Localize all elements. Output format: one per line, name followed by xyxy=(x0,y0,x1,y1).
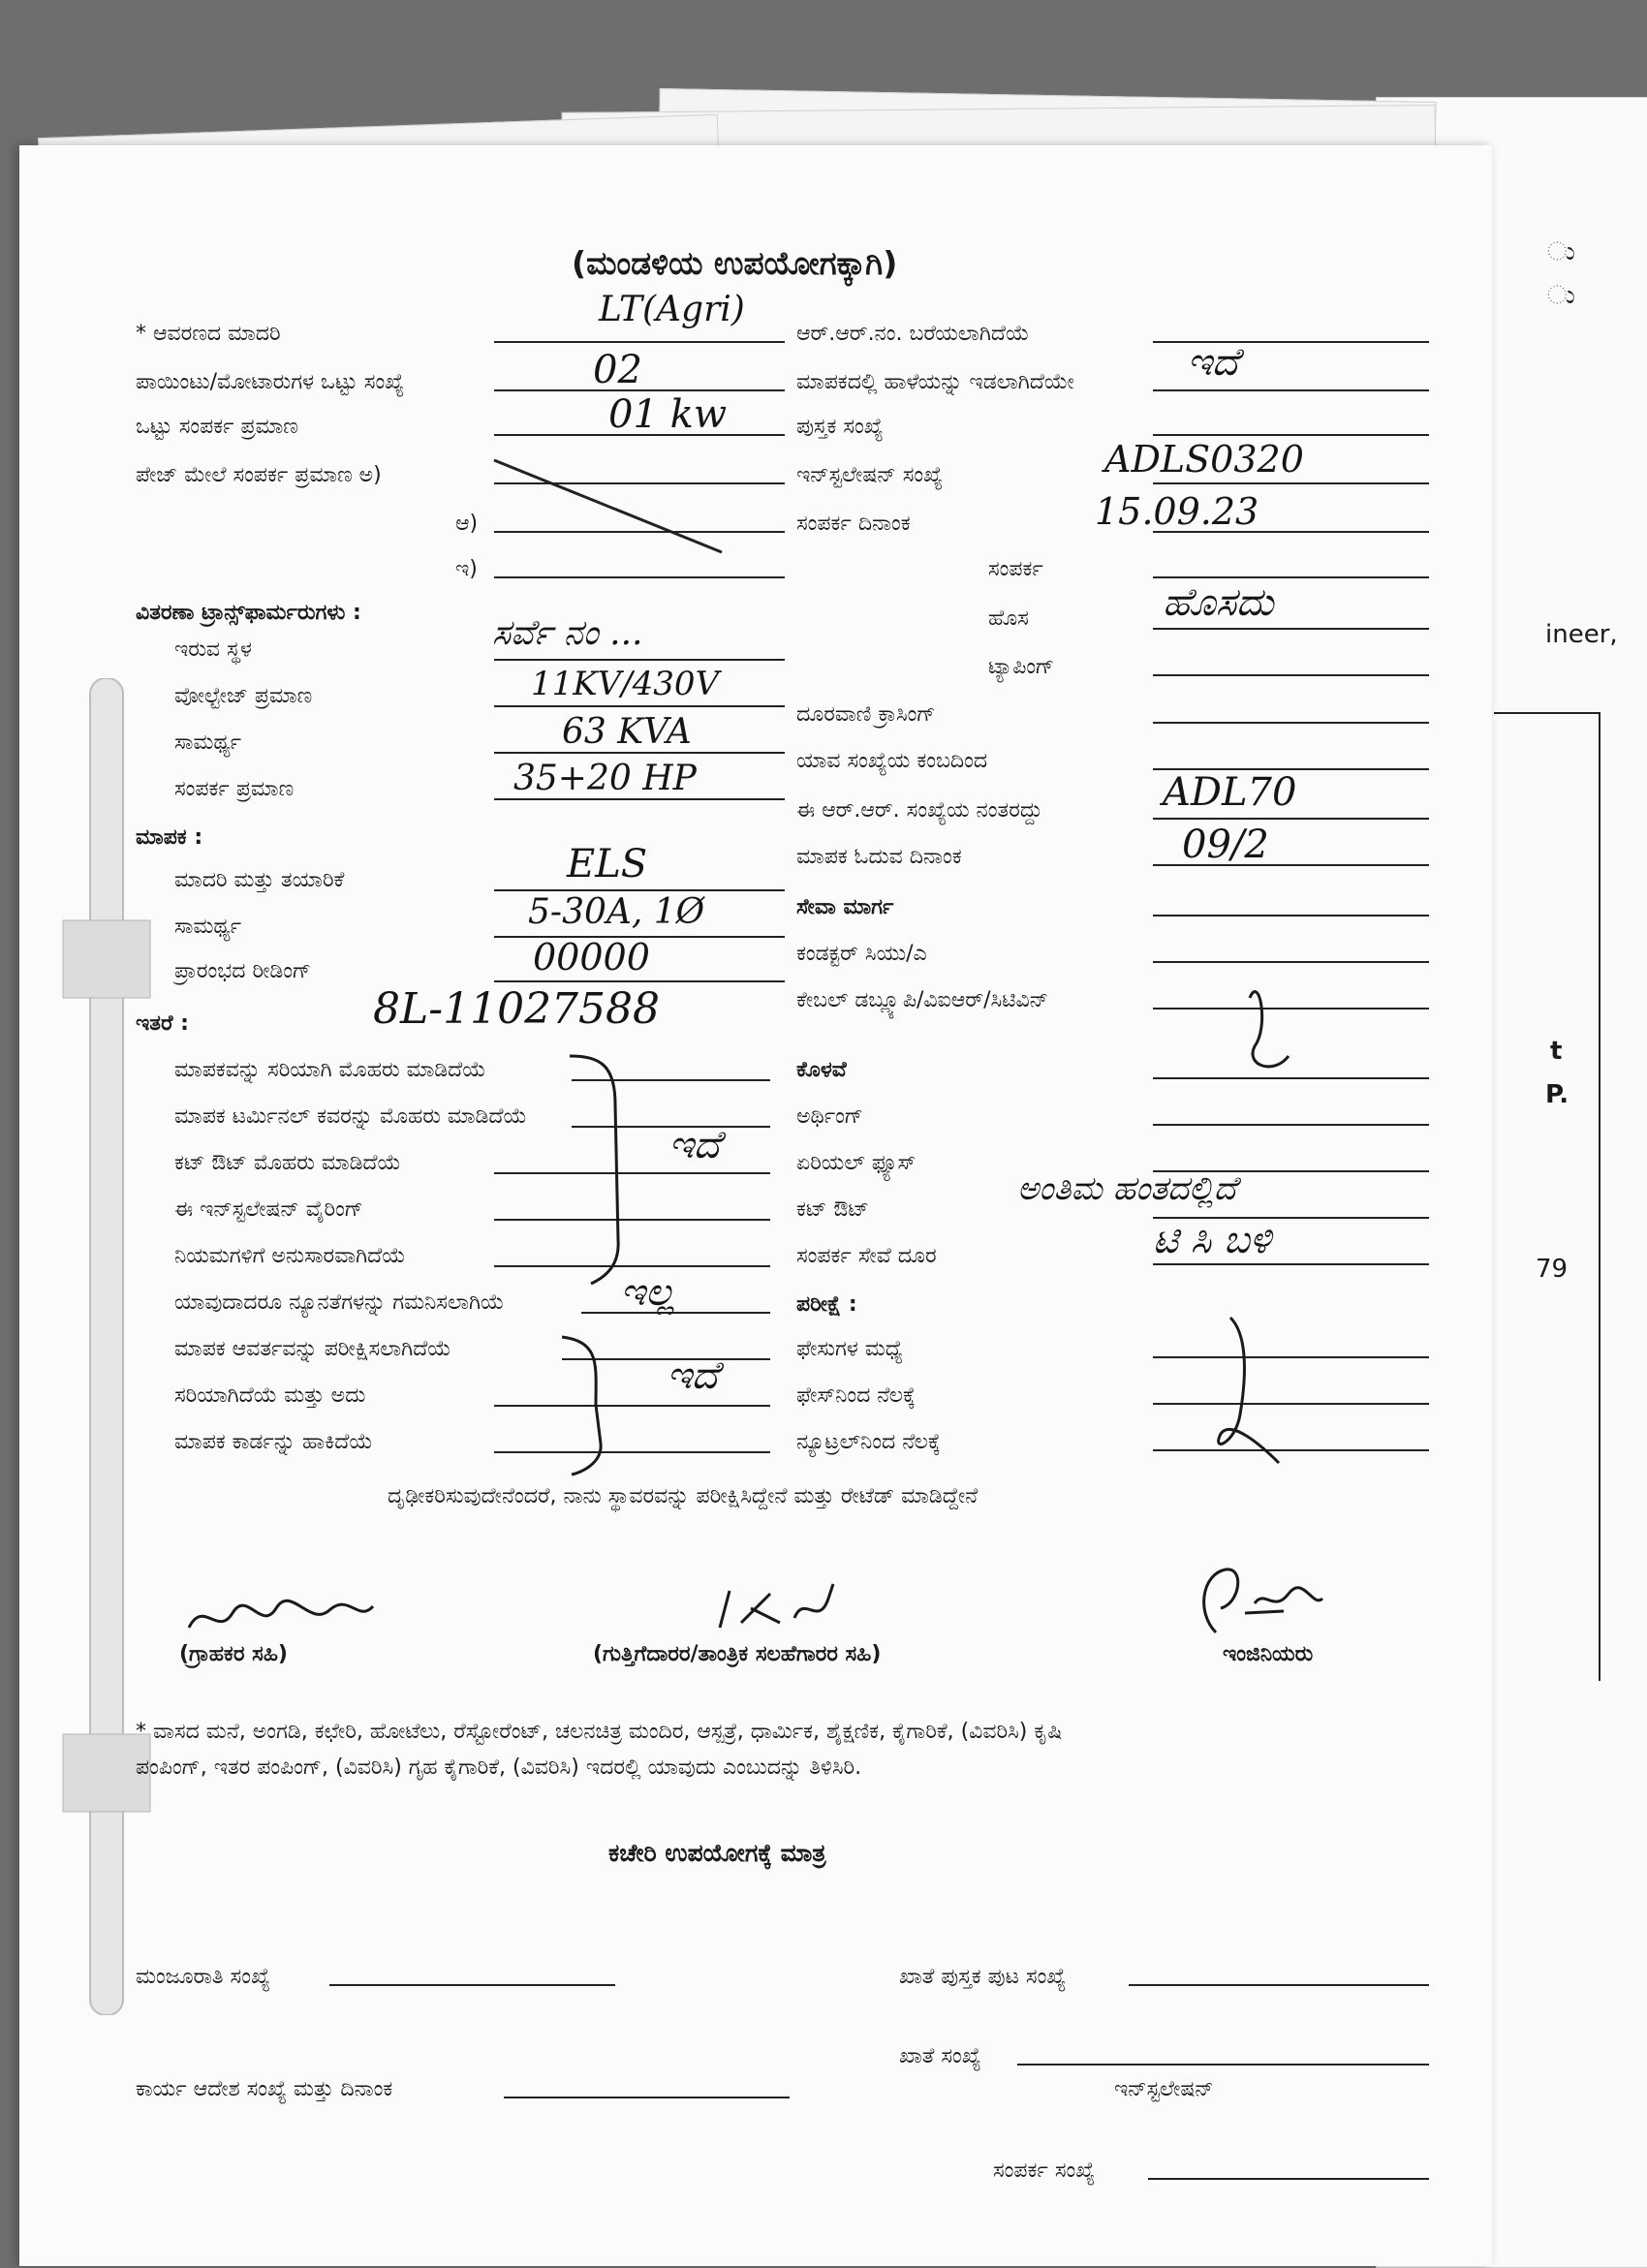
side-text-6: 79 xyxy=(1536,1255,1569,1284)
label-earthing: ಅರ್ಥಿಂಗ್ xyxy=(796,1104,863,1129)
signature-contractor xyxy=(712,1579,857,1637)
label-wiring: ಈ ಇನ್‌ಸ್ಟಲೇಷನ್ ವೈರಿಂಗ್ xyxy=(174,1197,363,1222)
line-service-route[interactable] xyxy=(1153,915,1429,917)
label-terminal-sealed: ಮಾಪಕ ಟರ್ಮಿನಲ್ ಕವರನ್ನು ಮೊಹರು ಮಾಡಿದೆಯೆ xyxy=(174,1104,527,1129)
form-title: (ಮಂಡಳಿಯ ಉಪಯೋಗಕ್ಕಾಗಿ) xyxy=(572,244,898,282)
label-connection-date: ಸಂಪರ್ಕ ದಿನಾಂಕ xyxy=(796,512,911,536)
label-transformers: ವಿತರಣಾ ಟ್ರಾನ್ಸ್‌ಫಾರ್ಮರುಗಳು : xyxy=(136,601,361,625)
label-other-head: ಇತರೆ : xyxy=(136,1011,189,1036)
line-sanction-no[interactable] xyxy=(329,1984,615,1986)
label-per-rules: ನಿಯಮಗಳಿಗೆ ಅನುಸಾರವಾಗಿದೆಯೆ xyxy=(174,1244,406,1268)
hw-service-distance: ಟಿ ಸಿ ಬಳಿ xyxy=(1153,1218,1271,1262)
label-make-model: ಮಾದರಿ ಮತ್ತು ತಯಾರಿಕೆ xyxy=(174,868,345,892)
line-book-no[interactable] xyxy=(1153,434,1429,436)
label-total-load: ಒಟ್ಟು ಸಂಪರ್ಕ ಪ್ರಮಾಣ xyxy=(136,415,298,439)
side-text-3: ineer, xyxy=(1545,620,1618,649)
label-new: ಹೊಸ xyxy=(988,606,1029,631)
side-text-1: ು xyxy=(1547,237,1575,266)
label-page-load-a: ಪೇಜ್ ಮೇಲೆ ಸಂಪರ್ಕ ಪ್ರಮಾಣ ಅ) xyxy=(136,463,382,487)
line-mount-type[interactable] xyxy=(494,341,785,343)
label-cutout: ಕಟ್ ಔಟ್ xyxy=(796,1197,869,1222)
label-meter-rotation: ಮಾಪಕ ಆವರ್ತವನ್ನು ಪರೀಕ್ಷಿಸಲಾಗಿದೆಯೆ xyxy=(174,1337,451,1361)
label-service-route: ಸೇವಾ ಮಾರ್ಗ xyxy=(796,895,894,919)
side-text-4: t xyxy=(1550,1037,1563,1066)
label-capacity: ಸಾಮರ್ಥ್ಯ xyxy=(174,730,242,755)
label-mount-type: * ಆವರಣದ ಮಾದರಿ xyxy=(136,322,281,346)
line-telephone-crossing[interactable] xyxy=(1153,722,1429,724)
label-installation-no: ಇನ್‌ಸ್ಟಲೇಷನ್ ಸಂಖ್ಯೆ xyxy=(796,463,944,487)
label-rr-written: ಆರ್.ಆರ್.ನಂ. ಬರೆಯಲಾಗಿದೆಯೆ xyxy=(796,322,1030,346)
hw-capacity: 63 KVA xyxy=(562,712,692,752)
binder-clip xyxy=(53,678,160,2015)
label-test-head: ಪರೀಕ್ಷೆ : xyxy=(796,1292,857,1317)
hw-initial-reading: 00000 xyxy=(533,936,650,979)
line-initial-reading[interactable] xyxy=(494,980,785,982)
footnote-line-2: ಪಂಪಿಂಗ್, ಇತರ ಪಂಪಿಂಗ್, (ವಿವರಿಸಿ) ಗೃಹ ಕೈಗಾರಿಕೆ, (ವಿವರಿಸಿ) ಇದರಲ್ಲಿ ಯಾವುದು ಎಂಬುದನ್ನು ತಿಳಿಸಿರಿ. xyxy=(136,1755,862,1780)
strike-line xyxy=(484,455,736,562)
label-neutral-earth: ನ್ಯೂಟ್ರಲ್‌ನಿಂದ ನೆಲಕ್ಕೆ xyxy=(796,1430,941,1454)
label-meter-capacity: ಸಾಮರ್ಥ್ಯ xyxy=(174,915,242,939)
hw-meter-board: ಇದೆ xyxy=(1187,340,1239,385)
line-sub-i[interactable] xyxy=(494,576,785,578)
hw-after-rr: ADL70 xyxy=(1163,770,1297,815)
hw-make: ELS xyxy=(567,842,648,886)
hw-meter-capacity: 5-30A, 1Ø xyxy=(528,892,705,932)
hw-points: 02 xyxy=(593,348,642,392)
line-meter-board[interactable] xyxy=(1153,389,1429,391)
label-sub-aa: ಆ) xyxy=(455,512,479,536)
label-phase-earth: ಫೇಸ್‌ನಿಂದ ನೆಲಕ್ಕೆ xyxy=(796,1383,916,1408)
side-box xyxy=(1494,712,1600,1681)
hw-rotation: ಇದೆ xyxy=(667,1353,719,1398)
label-work-order: ಕಾರ್ಯ ಆದೇಶ ಸಂಖ್ಯೆ ಮತ್ತು ದಿನಾಂಕ xyxy=(136,2077,393,2101)
label-service-distance: ಸಂಪರ್ಕ ಸೇವೆ ದೂರ xyxy=(796,1244,937,1268)
hw-mount-type: LT(Agri) xyxy=(599,290,745,329)
hw-connected-load: 35+20 HP xyxy=(513,759,697,798)
line-location[interactable] xyxy=(494,659,785,661)
label-connection: ಸಂಪರ್ಕ xyxy=(988,557,1043,581)
sig-engineer-label: ಇಂಜಿನಿಯರು xyxy=(1223,1642,1314,1666)
hw-cutout: ಅಂತಿಮ ಹಂತದಲ್ಲಿದೆ xyxy=(1017,1169,1237,1208)
line-conductor[interactable] xyxy=(1153,961,1429,963)
label-connected-load: ಸಂಪರ್ಕ ಪ್ರಮಾಣ xyxy=(174,777,295,801)
label-location: ಇರುವ ಸ್ಥಳ xyxy=(174,637,252,662)
bracket-rotation xyxy=(543,1327,649,1482)
label-meter-board: ಮಾಪಕದಲ್ಲಿ ಹಾಳೆಯನ್ನು ಇಡಲಾಗಿದೆಯೇ xyxy=(796,370,1074,394)
sig-customer-label: (ಗ್ರಾಹಕರ ಸಹಿ) xyxy=(179,1642,288,1666)
label-meter-card: ಮಾಪಕ ಕಾರ್ಡನ್ನು ಹಾಕಿದೆಯೆ xyxy=(174,1430,373,1454)
label-book-no: ಪುಸ್ತಕ ಸಂಖ್ಯೆ xyxy=(796,415,884,439)
label-conductor: ಕಂಡಕ್ಟರ್ ಸಿಯು/ಎ xyxy=(796,942,927,966)
line-work-order[interactable] xyxy=(504,2097,790,2098)
bracket-sealed xyxy=(562,1046,668,1289)
label-cutout-sealed: ಕಟ್ ಔಟ್ ಮೊಹರು ಮಾಡಿದೆಯೆ xyxy=(174,1151,401,1175)
hw-defects: ಇಲ್ಲ xyxy=(620,1270,675,1315)
line-connection-no[interactable] xyxy=(1148,2178,1429,2180)
side-text-2: ು xyxy=(1547,281,1575,310)
line-service-distance[interactable] xyxy=(1153,1263,1429,1265)
label-points-motors: ಪಾಯಿಂಟು/ಮೋಟಾರುಗಳ ಒಟ್ಟು ಸಂಖ್ಯೆ xyxy=(136,370,405,394)
hw-voltage: 11KV/430V xyxy=(531,665,720,703)
label-after-rr: ಈ ಆರ್.ಆರ್. ಸಂಖ್ಯೆಯ ನಂತರದ್ದು xyxy=(796,798,1043,823)
signature-customer xyxy=(184,1589,378,1647)
line-defects[interactable] xyxy=(581,1312,770,1314)
hw-serial: 8L-11027588 xyxy=(373,984,661,1034)
office-title: ಕಚೇರಿ ಉಪಯೋಗಕ್ಕೆ ಮಾತ್ರ xyxy=(608,1839,826,1867)
side-text-5: P. xyxy=(1545,1080,1569,1109)
label-correct-and: ಸರಿಯಾಗಿದೆಯೆ ಮತ್ತು ಅದು xyxy=(174,1383,366,1408)
label-initial-reading: ಪ್ರಾರಂಭದ ರೀಡಿಂಗ್ xyxy=(174,959,312,983)
label-ledger-page: ಖಾತೆ ಪುಸ್ತಕ ಪುಟ ಸಂಖ್ಯೆ xyxy=(899,1965,1067,1989)
label-sanction-no: ಮಂಜೂರಾತಿ ಸಂಖ್ಯೆ xyxy=(136,1965,270,1989)
label-from-pole: ಯಾವ ಸಂಖ್ಯೆಯ ಕಂಬದಿಂದ xyxy=(796,749,988,773)
footnote-line-1: * ವಾಸದ ಮನೆ, ಅಂಗಡಿ, ಕಛೇರಿ, ಹೋಟೆಲು, ರೆಸ್ಟೋರೆಂಟ್, ಚಲನಚಿತ್ರ ಮಂದಿರ, ಆಸ್ಪತ್ರೆ, ಧಾರ್ಮಿಕ, ಶೈಕ್ಷಣಿಕ, ಕೈಗಾರಿಕೆ, (ವಿವರಿಸಿ) ಕೃಷಿ xyxy=(136,1720,1063,1744)
label-aerial-fuse: ಏರಿಯಲ್ ಫ್ಯೂಸ್ xyxy=(796,1151,917,1175)
hw-installation-no: ADLS0320 xyxy=(1104,438,1304,481)
check-cable xyxy=(1230,969,1308,1085)
line-voltage[interactable] xyxy=(494,705,785,707)
label-between-phases: ಫೇಸುಗಳ ಮಧ್ಯೆ xyxy=(796,1337,903,1361)
label-connection-no: ಸಂಪರ್ಕ ಸಂಖ್ಯೆ xyxy=(993,2159,1096,2183)
line-ledger-page[interactable] xyxy=(1129,1984,1429,1986)
line-connection[interactable] xyxy=(1153,576,1429,578)
sig-contractor-label: (ಗುತ್ತಿಗೆದಾರರ/ತಾಂತ್ರಿಕ ಸಲಹೆಗಾರರ ಸಹಿ) xyxy=(593,1642,882,1666)
line-account-no[interactable] xyxy=(1017,2064,1429,2066)
label-defects: ಯಾವುದಾದರೂ ನ್ಯೂನತೆಗಳನ್ನು ಗಮನಿಸಲಾಗಿಯೆ xyxy=(174,1290,505,1315)
line-new[interactable] xyxy=(1153,628,1429,630)
hw-new: ಹೊಸದು xyxy=(1163,580,1274,625)
hw-sealed: ಇದೆ xyxy=(668,1123,721,1167)
label-meter-head: ಮಾಪಕ : xyxy=(136,825,203,850)
label-pipe: ಕೊಳವೆ xyxy=(796,1058,847,1082)
label-sub-i: ಇ) xyxy=(455,557,478,581)
label-meter-sealed: ಮಾಪಕವನ್ನು ಸರಿಯಾಗಿ ಮೊಹರು ಮಾಡಿದೆಯೆ xyxy=(174,1058,486,1082)
label-voltage: ವೋಲ್ಟೇಜ್ ಪ್ರಮಾಣ xyxy=(174,684,313,708)
hw-reading-date: 09/2 xyxy=(1182,823,1269,867)
label-cable: ಕೇಬಲ್ ಡಬ್ಲ್ಯೂಪಿ/ವಿಐಆರ್/ಸಿಟಿವಿನ್ xyxy=(796,988,1049,1012)
label-installation: ಇನ್‌ಸ್ಟಲೇಷನ್ xyxy=(1114,2077,1214,2101)
signature-engineer xyxy=(1196,1555,1332,1642)
label-reading-date: ಮಾಪಕ ಓದುವ ದಿನಾಂಕ xyxy=(796,845,962,869)
label-tapping: ಟ್ಯಾಪಿಂಗ್ xyxy=(988,655,1055,679)
certification-text: ದೃಢೀಕರಿಸುವುದೇನೆಂದರೆ, ನಾನು ಸ್ಥಾವರವನ್ನು ಪರೀಕ್ಷಿಸಿದ್ದೇನೆ ಮತ್ತು ರೇಟೆಡ್ ಮಾಡಿದ್ದೇನೆ xyxy=(388,1484,979,1508)
hw-total-load: 01 kw xyxy=(608,392,728,437)
label-account-no: ಖಾತೆ ಸಂಖ್ಯೆ xyxy=(899,2044,981,2068)
label-telephone-crossing: ದೂರವಾಣಿ ಕ್ರಾಸಿಂಗ್ xyxy=(796,702,936,727)
line-tapping[interactable] xyxy=(1153,674,1429,676)
hw-connection-date: 15.09.23 xyxy=(1095,490,1259,533)
hw-location: ಸರ್ವೆ ನಂ ... xyxy=(492,613,643,653)
line-after-rr[interactable] xyxy=(1153,818,1429,820)
line-installation-no[interactable] xyxy=(1153,482,1429,484)
check-tests xyxy=(1192,1308,1298,1473)
line-earthing[interactable] xyxy=(1153,1124,1429,1126)
